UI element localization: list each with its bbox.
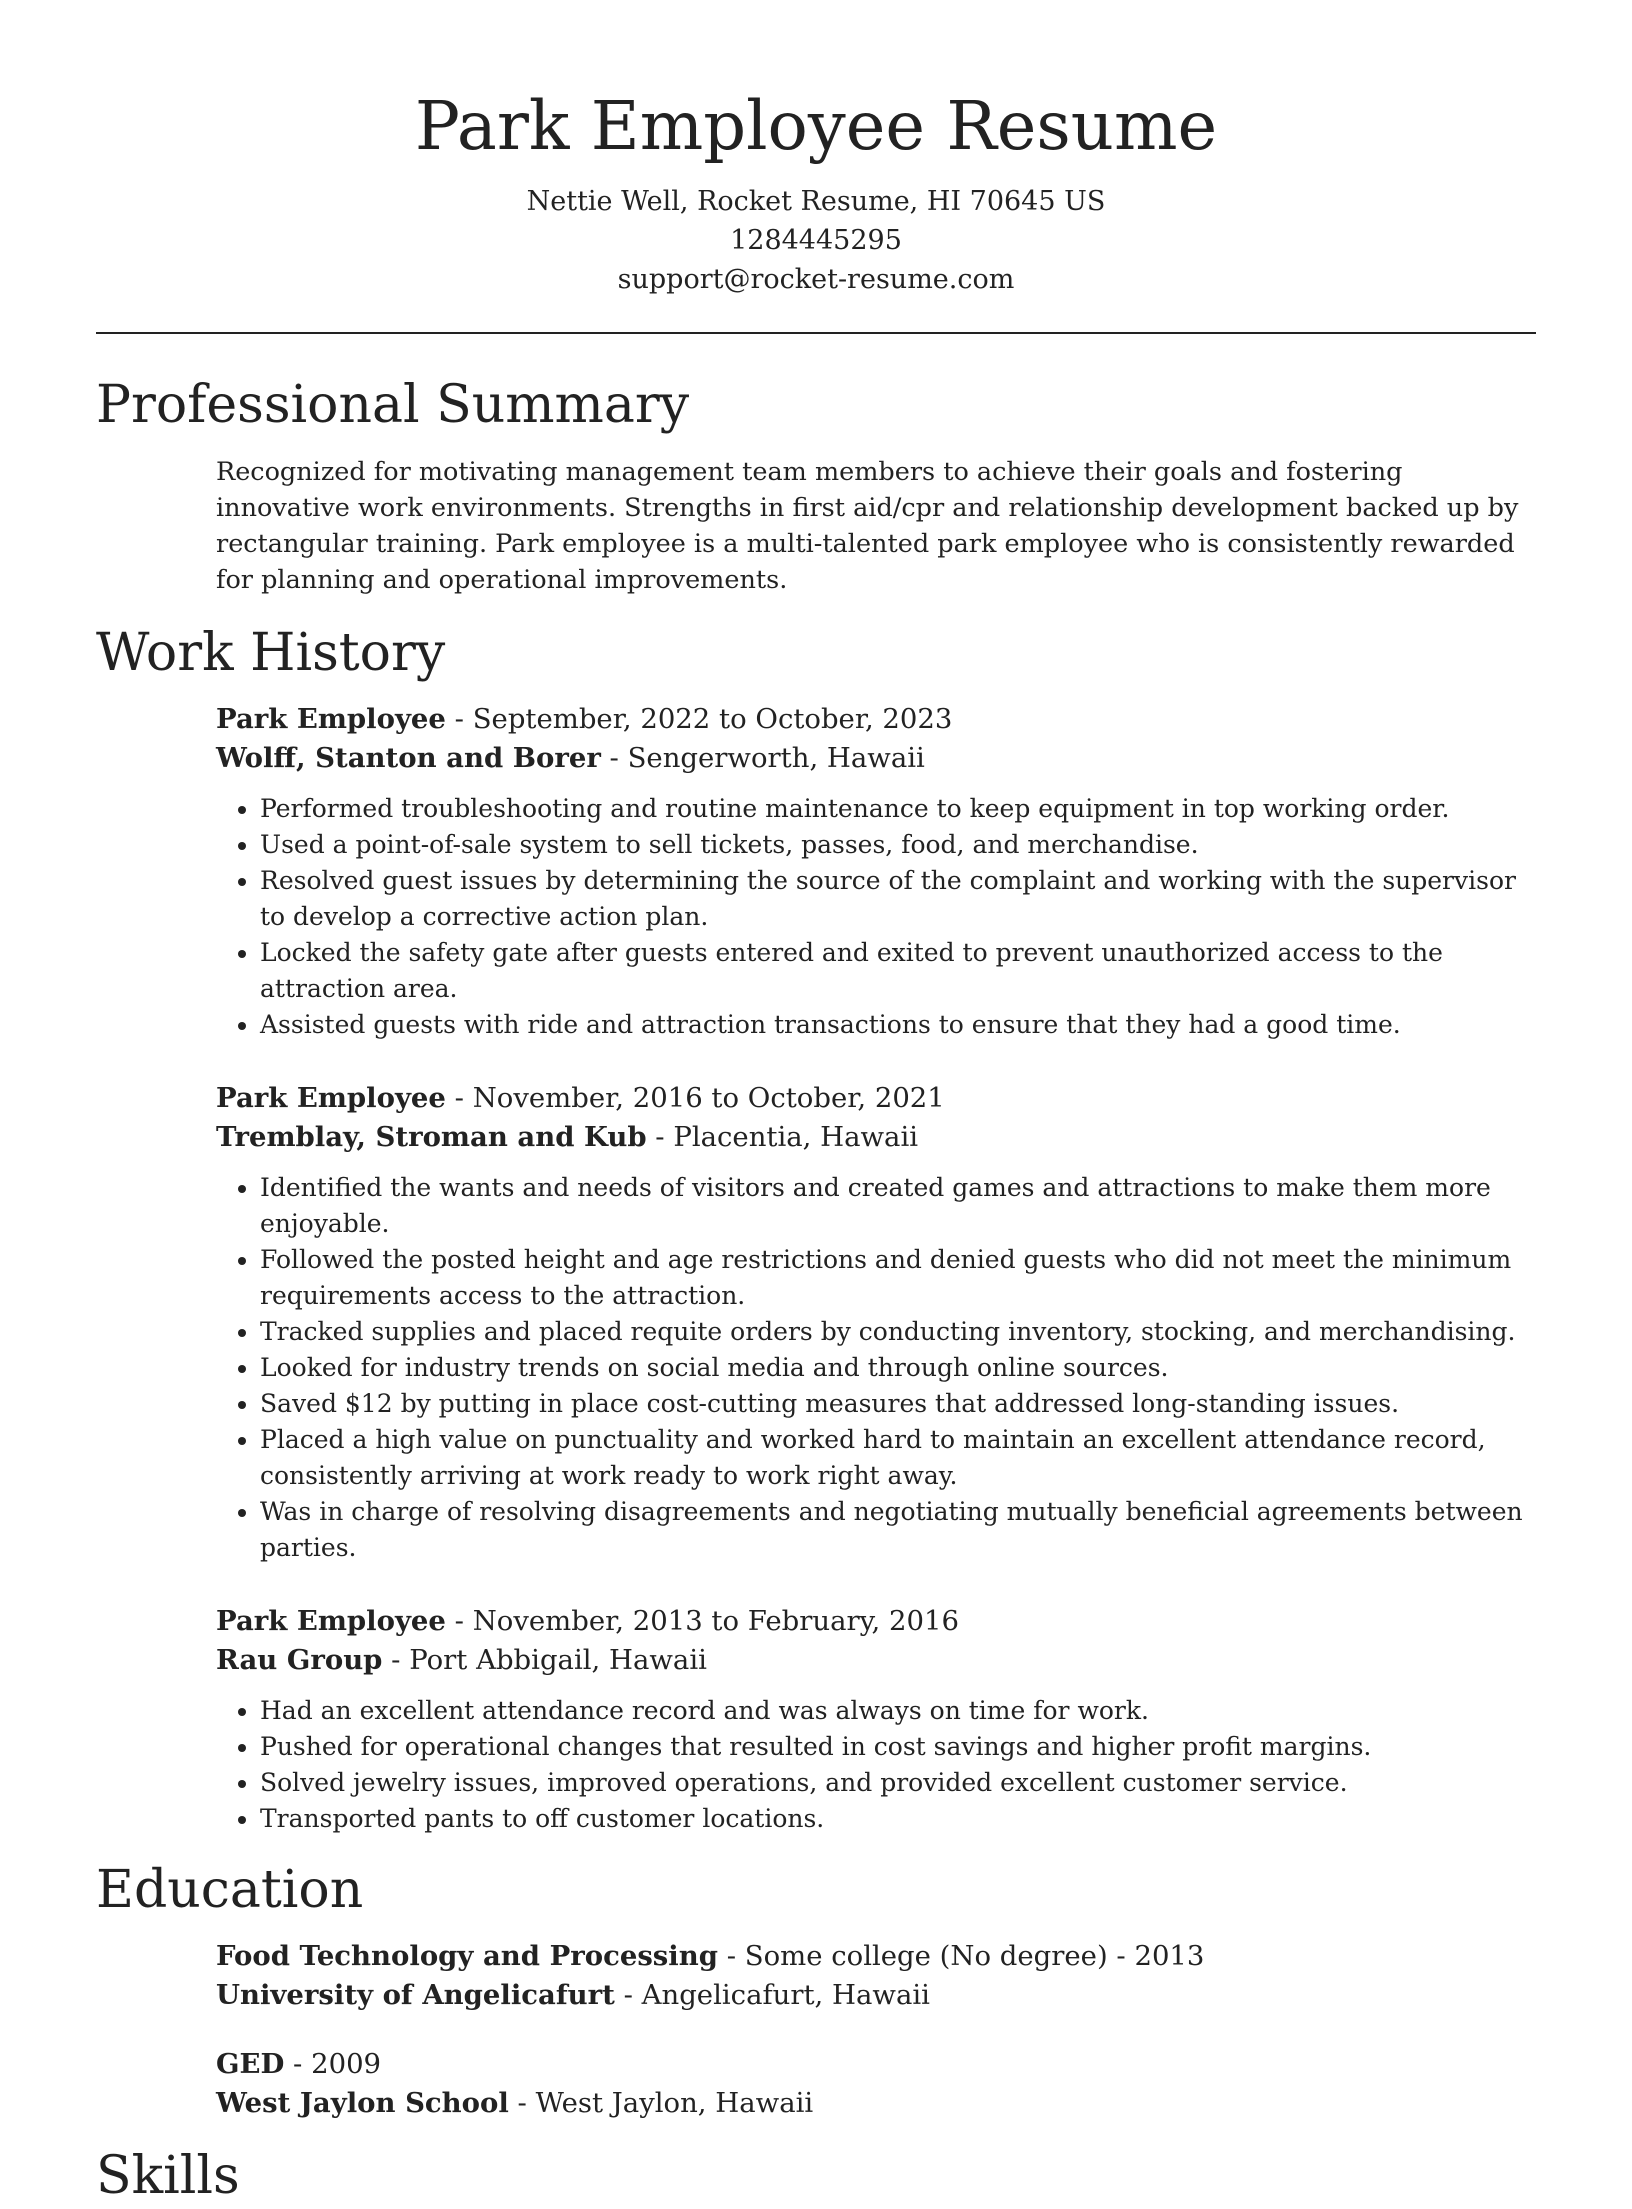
- contact-email: support@rocket-resume.com: [617, 264, 1015, 295]
- job-company-line: [216, 1641, 1536, 1680]
- page-title: Park Employee Resume: [414, 87, 1218, 165]
- list-item: • Followed the posted height and age restrictions and denied guests who did not meet the minimum requirements access to the attraction.: [260, 1242, 1536, 1314]
- job-entry: [216, 1602, 1536, 1837]
- job-title: Park Employee: [216, 703, 446, 735]
- job-bullets: [216, 1170, 1536, 1566]
- education-school: University of Angelicafurt: [216, 1979, 615, 2011]
- list-item: • Had an excellent attendance record and was always on time for work.: [260, 1693, 1536, 1729]
- education-degree: GED: [216, 2048, 285, 2080]
- contact-block: [96, 182, 1536, 299]
- contact-phone: 1284445295: [730, 225, 902, 256]
- job-company-line: [216, 1118, 1536, 1157]
- list-item: • Assisted guests with ride and attraction transactions to ensure that they had a good time.: [260, 1007, 1536, 1043]
- job-company: Wolff, Stanton and Borer: [216, 742, 601, 774]
- job-title: Park Employee: [216, 1605, 446, 1637]
- job-dates: - November, 2016 to October, 2021: [445, 1082, 945, 1114]
- education-detail: - 2009: [284, 2048, 382, 2080]
- education-location: - Angelicafurt, Hawaii: [614, 1979, 930, 2011]
- section-title-skills: Skills: [96, 2146, 240, 2206]
- section-title-summary: Professional Summary: [96, 375, 690, 435]
- job-location: - Sengerworth, Hawaii: [600, 742, 925, 774]
- resume-header: [96, 0, 1536, 299]
- section-title-work-history: Work History: [96, 623, 446, 683]
- job-entry: [216, 1079, 1536, 1566]
- list-item: • Solved jewelry issues, improved operations, and provided excellent customer service.: [260, 1765, 1536, 1801]
- job-title-line: [216, 1602, 1536, 1641]
- job-title: Park Employee: [216, 1082, 446, 1114]
- job-bullets: [216, 791, 1536, 1043]
- job-dates: - November, 2013 to February, 2016: [445, 1605, 959, 1637]
- summary-text: Recognized for motivating management team members to achieve their goals and fostering innovative work environments. Strengths in first aid/cpr and relationship development backed up by rectangular training. Park employee is a multi-talented park employee who is consistently rewarded for planning and operational improvements.: [216, 457, 1519, 595]
- resume-page: [96, 0, 1536, 2206]
- list-item: • Looked for industry trends on social media and through online sources.: [260, 1350, 1536, 1386]
- list-item: • Locked the safety gate after guests entered and exited to prevent unauthorized access to the attraction area.: [260, 935, 1536, 1007]
- job-entry: [216, 700, 1536, 1043]
- list-item: • Was in charge of resolving disagreements and negotiating mutually beneficial agreements between parties.: [260, 1494, 1536, 1566]
- job-company-line: [216, 739, 1536, 778]
- job-location: - Port Abbigail, Hawaii: [382, 1644, 707, 1676]
- list-item: • Transported pants to off customer locations.: [260, 1801, 1536, 1837]
- section-title-education: Education: [96, 1860, 364, 1920]
- list-item: • Pushed for operational changes that resulted in cost savings and higher profit margins.: [260, 1729, 1536, 1765]
- education-entry: [216, 1937, 1536, 2015]
- education-degree: Food Technology and Processing: [216, 1940, 718, 1972]
- education-school-line: [216, 1976, 1536, 2015]
- education-degree-line: [216, 1937, 1536, 1976]
- list-item: • Saved $12 by putting in place cost-cutting measures that addressed long-standing issues.: [260, 1386, 1536, 1422]
- job-company: Tremblay, Stroman and Kub: [216, 1121, 647, 1153]
- education-detail: - Some college (No degree) - 2013: [717, 1940, 1205, 1972]
- list-item: • Performed troubleshooting and routine maintenance to keep equipment in top working order.: [260, 791, 1536, 827]
- education-school-line: [216, 2084, 1536, 2123]
- job-location: - Placentia, Hawaii: [646, 1121, 919, 1153]
- education-location: - West Jaylon, Hawaii: [508, 2087, 814, 2119]
- header-divider: [96, 332, 1536, 334]
- job-title-line: [216, 700, 1536, 739]
- list-item: • Resolved guest issues by determining the source of the complaint and working with the supervisor to develop a corrective action plan.: [260, 863, 1536, 935]
- job-dates: - September, 2022 to October, 2023: [445, 703, 953, 735]
- list-item: • Used a point-of-sale system to sell tickets, passes, food, and merchandise.: [260, 827, 1536, 863]
- education-degree-line: [216, 2045, 1536, 2084]
- job-bullets: [216, 1693, 1536, 1837]
- job-company: Rau Group: [216, 1644, 383, 1676]
- list-item: • Identified the wants and needs of visitors and created games and attractions to make them more enjoyable.: [260, 1170, 1536, 1242]
- job-title-line: [216, 1079, 1536, 1118]
- list-item: • Placed a high value on punctuality and worked hard to maintain an excellent attendance record, consistently arriving at work ready to work right away.: [260, 1422, 1536, 1494]
- education-school: West Jaylon School: [216, 2087, 509, 2119]
- contact-address: Nettie Well, Rocket Resume, HI 70645 US: [526, 186, 1106, 217]
- list-item: • Tracked supplies and placed requite orders by conducting inventory, stocking, and merchandising.: [260, 1314, 1536, 1350]
- education-entry: [216, 2045, 1536, 2123]
